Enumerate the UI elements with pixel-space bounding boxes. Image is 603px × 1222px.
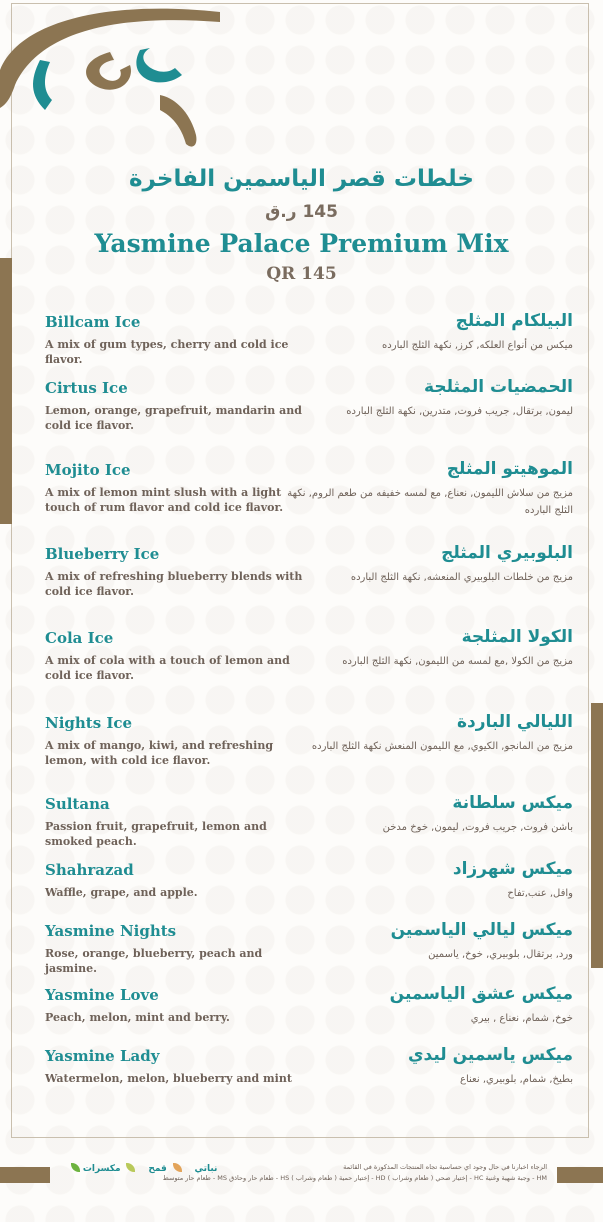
item-name-ar: الموهيتو المثلج [446, 459, 573, 479]
title-arabic: خلطات قصر الياسمين الفاخرة [128, 166, 474, 192]
item-desc-ar: مزيج من خلطات البلوبيري المنعشه, نكهة الثلج البارده [350, 572, 573, 583]
item-name-en: Shahrazad [45, 861, 134, 879]
item-name-en: Blueberry Ice [45, 545, 160, 563]
item-name-ar: ميكس ياسمين ليدي [407, 1045, 573, 1065]
item-desc-ar: وافل, عنب,تفاح [507, 888, 573, 899]
menu-item [0, 461, 603, 521]
item-name-en: Yasmine Nights [45, 922, 177, 940]
item-name-en: Mojito Ice [45, 461, 131, 479]
price-english: QR 145 [266, 264, 337, 284]
item-name-en: Sultana [45, 795, 110, 813]
nuts-icon [126, 1163, 135, 1172]
item-desc-en: A mix of lemon mint slush with a light touch of rum flavor and cold ice flavor. [45, 486, 284, 514]
item-name-en: Cirtus Ice [45, 379, 128, 397]
menu-item [0, 545, 603, 605]
item-desc-ar: مزيج من المانجو, الكيوي, مع الليمون المنعش نكهة الثلج البارده [311, 741, 573, 752]
item-name-ar: البيلكام المثلج [455, 311, 573, 331]
title-english: Yasmine Palace Premium Mix [94, 229, 509, 258]
code-legend: HM - وجبة شهية وغنية HC - إختيار صحي ( طعام وشراب ) HD - إختيار حمية ( طعام وشراب ) HS - طعام حار وحاذق MS - طعام حار متوسط [162, 1174, 547, 1182]
price-arabic: 145 ر.ق [265, 202, 338, 222]
legend-plant-label: نباتي [194, 1164, 218, 1174]
menu-item [0, 379, 603, 439]
item-name-ar: الحمضيات المثلجة [424, 377, 573, 397]
item-name-ar: ميكس ليالي الياسمين [390, 920, 573, 940]
item-desc-en: Peach, melon, mint and berry. [45, 1011, 230, 1024]
item-name-ar: ميكس شهرزاد [452, 859, 573, 879]
menu-item [0, 795, 603, 855]
item-desc-en: Waffle, grape, and apple. [45, 886, 198, 899]
item-name-en: Cola Ice [45, 629, 114, 647]
item-desc-ar: ورد, برتقال, بلوبيري, خوخ, ياسمين [428, 949, 573, 960]
item-desc-en: Rose, orange, blueberry, peach and jasmine. [45, 947, 263, 975]
menu-item [0, 922, 603, 982]
footer-notes [163, 1162, 547, 1184]
menu-item [0, 629, 603, 689]
legend-nuts-label: مكسرات [82, 1164, 121, 1174]
item-desc-en: A mix of refreshing blueberry blends with cold ice flavor. [45, 570, 303, 598]
item-desc-ar: مزيج من الكولا ,مع لمسه من الليمون, نكهة الثلج البارده [342, 656, 573, 667]
item-desc-en: A mix of gum types, cherry and cold ice flavor. [45, 338, 289, 366]
item-desc-en: A mix of cola with a touch of lemon and cold ice flavor. [45, 654, 290, 682]
item-desc-ar: ميكس من أنواع العلكه, كرز, نكهة الثلج البارده [382, 340, 573, 351]
menu-item [0, 1047, 603, 1107]
item-name-ar: ميكس سلطانة [452, 793, 573, 813]
item-desc-en: Passion fruit, grapefruit, lemon and smoked peach. [45, 820, 267, 848]
item-name-en: Yasmine Lady [45, 1047, 160, 1065]
menu-item [0, 714, 603, 774]
item-name-ar: الكولا المثلجة [461, 627, 573, 647]
item-desc-ar: بطيخ, شمام, بلوبيري, نعناع [460, 1074, 573, 1085]
item-name-en: Billcam Ice [45, 313, 141, 331]
allergy-note: الرجاء اخبارنا في حال وجود اي حساسية تجاه المنتجات المذكورة في القائمة [343, 1163, 547, 1171]
item-desc-en: A mix of mango, kiwi, and refreshing lemon, with cold ice flavor. [45, 739, 274, 767]
menu-item [0, 986, 603, 1046]
item-desc-ar: خوخ, شمام, نعناع , بيري [470, 1013, 573, 1024]
item-desc-ar: مزيج من سلاش الليمون, نعناع, مع لمسه خفيفه من طعم الروم, نكهة الثلج البارده [287, 488, 573, 516]
legend-nuts [83, 1164, 136, 1174]
calligraphy-logo-icon [0, 0, 220, 160]
footer-bar-left [0, 1167, 50, 1183]
item-desc-en: Lemon, orange, grapefruit, mandarin and cold ice flavor. [45, 404, 302, 432]
footer-bar-right [557, 1167, 603, 1183]
item-desc-ar: باشن فروت, جريب فروت, ليمون, خوخ مدخن [382, 822, 573, 833]
menu-item [0, 861, 603, 921]
item-name-ar: الليالي الباردة [456, 712, 573, 732]
item-name-en: Yasmine Love [45, 986, 159, 1004]
item-name-en: Nights Ice [45, 714, 133, 732]
item-name-ar: البلوبيري المثلج [441, 543, 573, 563]
item-name-ar: ميكس عشق الياسمين [389, 984, 573, 1004]
legend-wheat-label: قمح [148, 1164, 167, 1174]
item-desc-en: Watermelon, melon, blueberry and mint [45, 1072, 292, 1085]
item-desc-ar: ليمون, برتقال, جريب فروت, متدرين, نكهة الثلج البارده [346, 406, 573, 417]
menu-item [0, 313, 603, 373]
plant-leaf-icon [71, 1163, 80, 1172]
